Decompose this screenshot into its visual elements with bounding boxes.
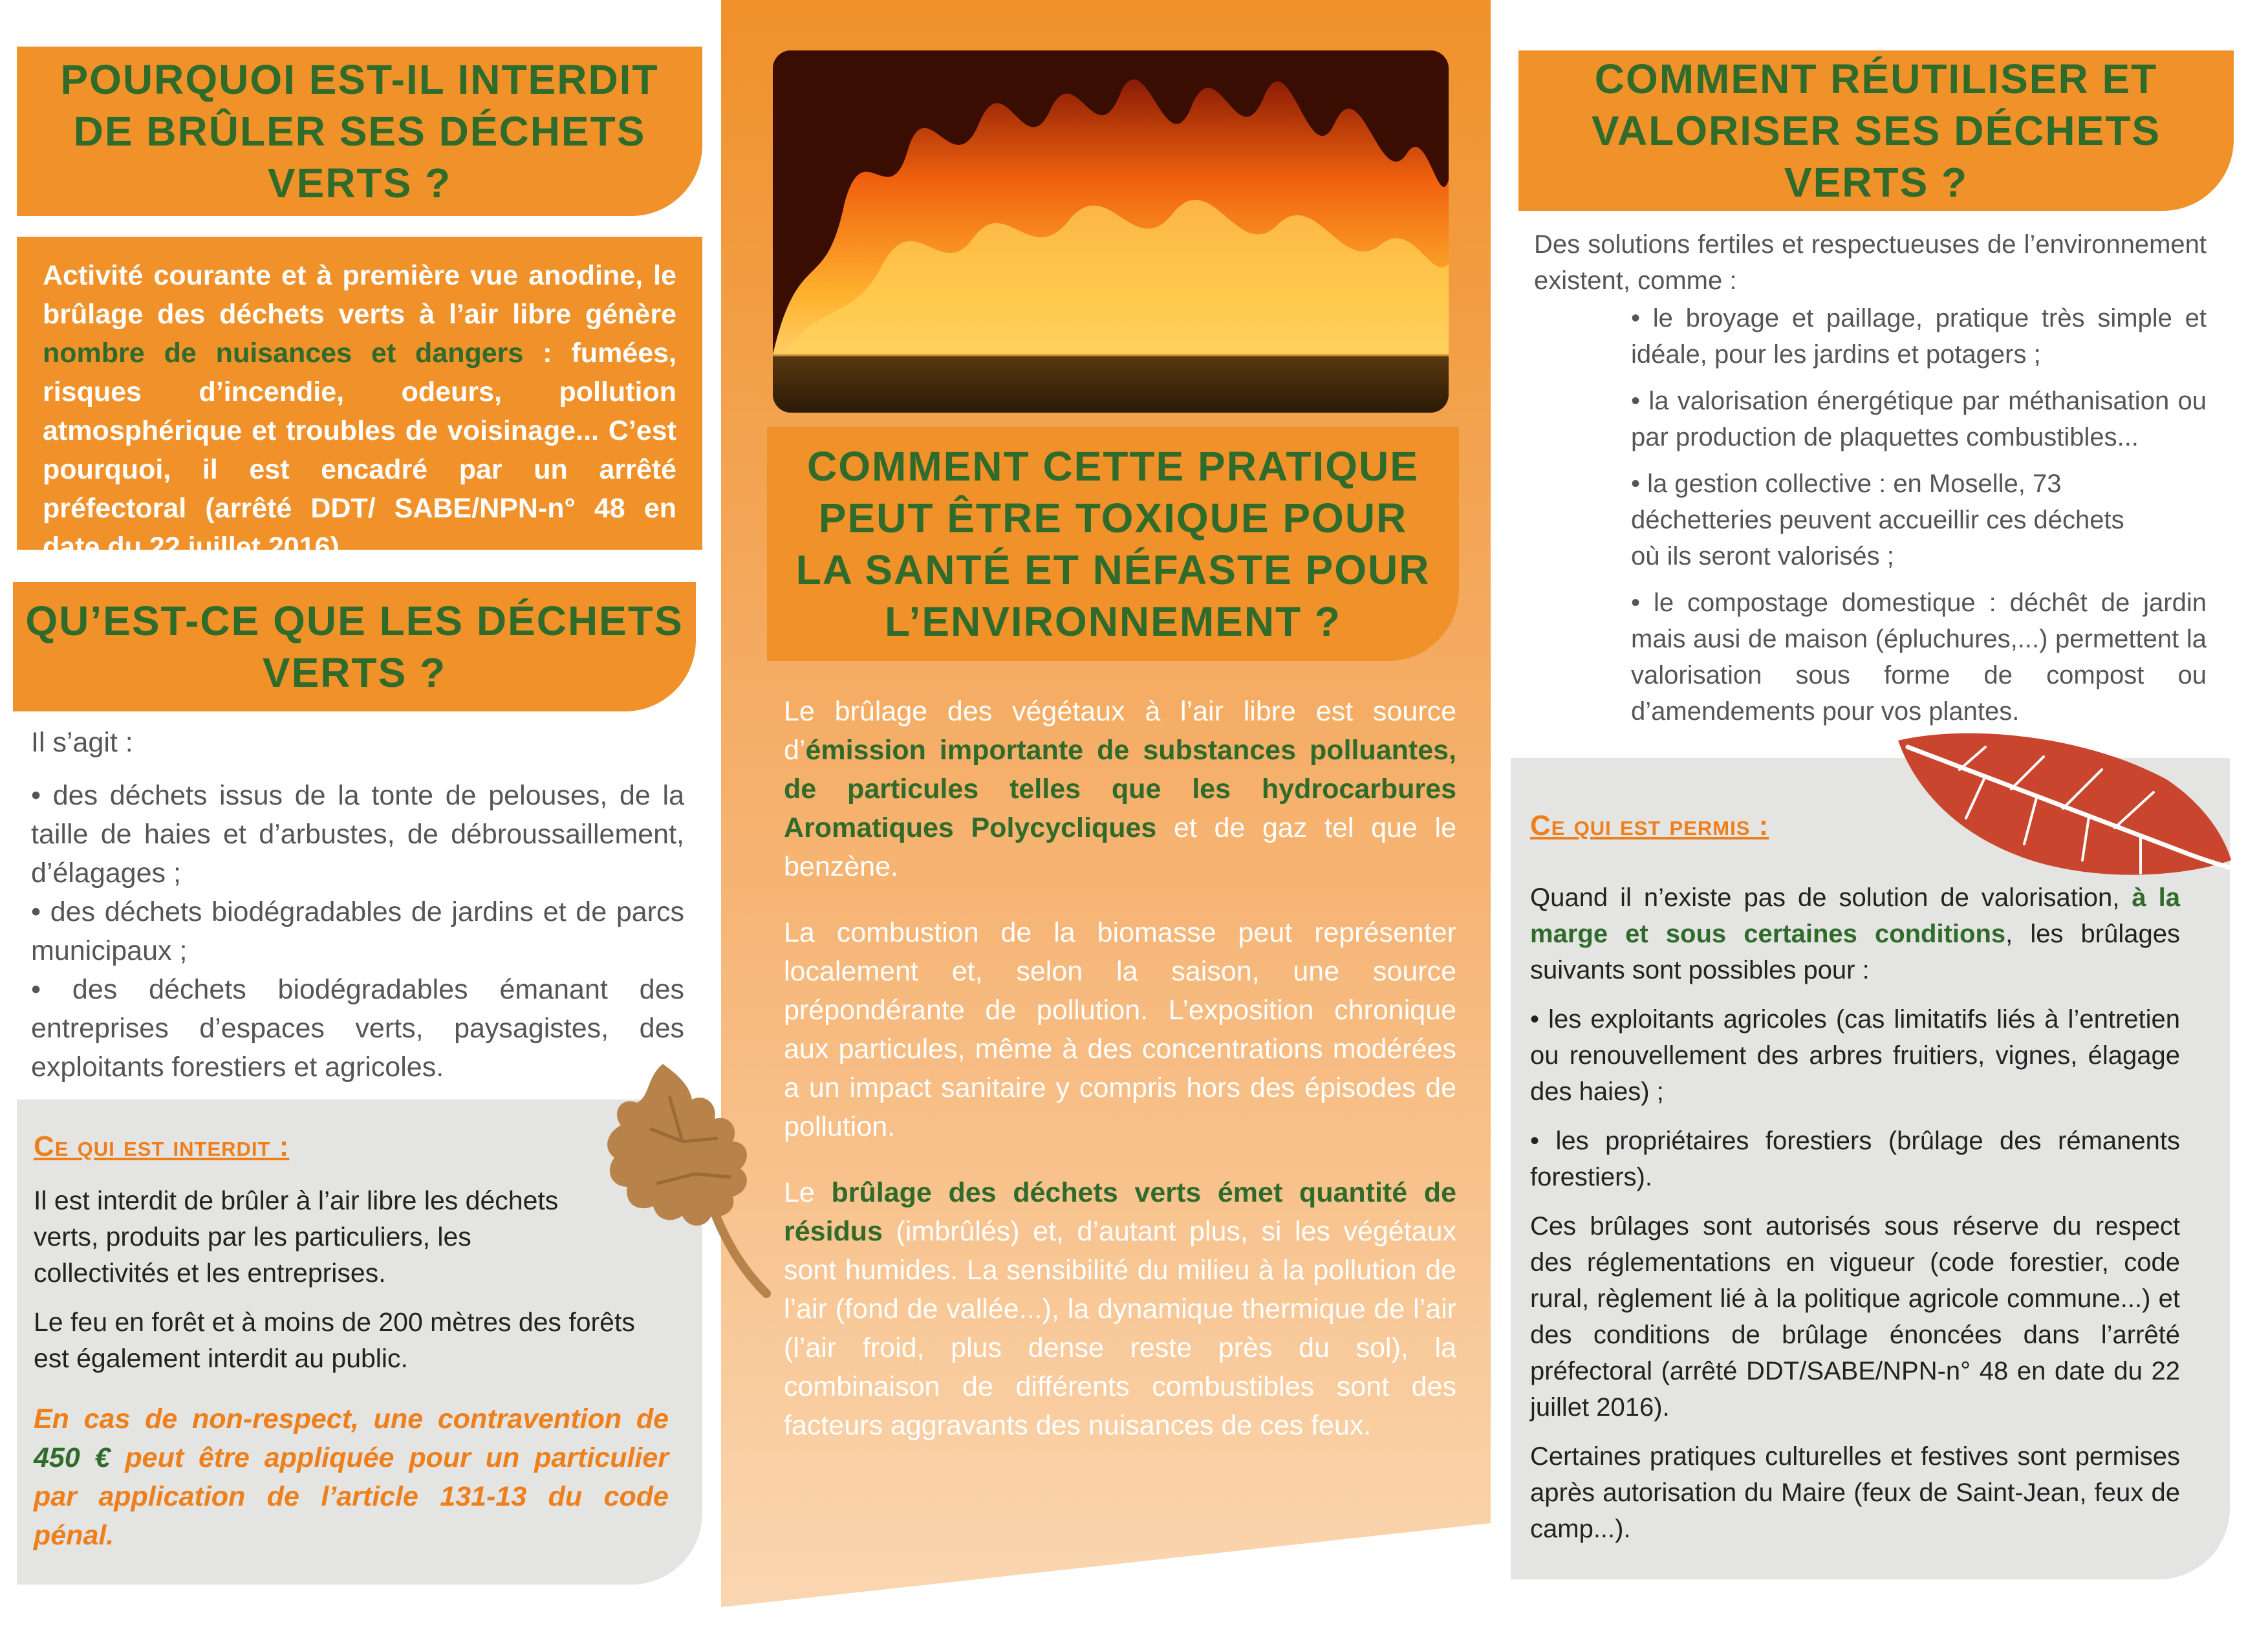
permitted-p2: Ces brûlages sont autorisés sous réserve du respect des réglementations en vigueur (code forestier, code rural, règlement lié à la politique agricole commune...) et des conditions de brûlage énoncées dans l’arrêté préfectoral (arrêté DDT/SABE/NPN-n° 48 en date du 22 juillet 2016).: [1530, 1212, 2180, 1422]
permitted-bullet: • les propriétaires forestiers (brûlage des rémanents forestiers).: [1530, 1127, 2180, 1191]
heading-why-forbidden: POURQUOI EST-IL INTERDIT DE BRÛLER SES DÉCHETS VERTS ?: [17, 47, 702, 216]
list-item: • des déchets biodégradables émanant des entreprises d’espaces verts, paysagistes, des exploitants forestiers et agricoles.: [31, 974, 684, 1083]
penalty-text-a: En cas de non-respect, une contravention de: [34, 1403, 669, 1435]
list-item: • la gestion collective : en Moselle, 73 déchetteries peuvent accueillir ces déchets où ils seront valorisés ;: [1631, 470, 2124, 570]
list-item: • la valorisation énergétique par méthanisation ou par production de plaquettes combustibles...: [1631, 387, 2207, 451]
toxic-p1-a: Le brûlage des végétaux à l’air libre est source d’: [784, 696, 1456, 766]
red-leaf-icon: [1888, 721, 2268, 889]
reuse-intro: Des solutions fertiles et respectueuses de l’environnement existent, comme :: [1534, 230, 2207, 295]
permitted-p1-highlight: à la marge et sous certaines conditions: [1530, 883, 2181, 948]
forbidden-p2: Le feu en forêt et à moins de 200 mètres des forêts est également interdit au public.: [34, 1307, 635, 1373]
reuse-text: [1534, 226, 2207, 730]
permitted-p1-a: Quand il n’existe pas de solution de valorisation,: [1530, 883, 2132, 912]
toxic-p3-c: (imbrûlés) et, d’autant plus, si les végétaux sont humides. La sensibilité du milieu à la pollution de l’air (fond de vallée...), la dynamique thermique de l’air (l’air froid, plus dense reste près du sol), la combinaison de différents combustibles sont des facteurs aggravants des nuisances de ces feux.: [784, 1216, 1456, 1441]
heading-toxic: COMMENT CETTE PRATIQUE PEUT ÊTRE TOXIQUE POUR LA SANTÉ ET NÉFASTE POUR L’ENVIRONNEMENT ?: [767, 427, 1459, 661]
permitted-p1-c: , les brûlages suivants sont possibles pour :: [1530, 920, 2180, 984]
fire-photo: [773, 50, 1449, 413]
list-lead: Il s’agit :: [31, 727, 133, 758]
toxic-p3-a: Le: [784, 1177, 832, 1208]
toxic-p3-highlight: brûlage des déchets verts émet quantité de résidus: [784, 1177, 1456, 1247]
intro-text-c: : fumées, risques d’incendie, odeurs, pollution atmosphérique et troubles de voisinage... C’est pourquoi, il est encadré par un arrêté préfectoral (arrêté DDT/ SABE/NPN-n° 48 en date du 22 juillet 2016).: [43, 338, 676, 563]
toxic-text: [784, 692, 1456, 1445]
list-item: • des déchets issus de la tonte de pelouses, de la taille de haies et d’arbustes, de débroussaillement, d’élagages ;: [31, 780, 684, 889]
toxic-p1-highlight: émission importante de substances polluantes, de particules telles que les hydrocarbures Aromatiques Polycycliques: [784, 735, 1456, 843]
oak-leaf-icon: [585, 1051, 773, 1300]
intro-text-a: Activité courante et à première vue anodine, le brûlage des déchets verts à l’air libre génère: [43, 260, 676, 330]
penalty-text-c: peut être appliquée pour un particulier par application de l’article 131-13 du code pénal.: [34, 1442, 669, 1551]
list-item: • le broyage et paillage, pratique très simple et idéale, pour les jardins et potagers ;: [1631, 304, 2207, 369]
permitted-title: Ce qui est permis :: [1530, 810, 1769, 841]
permitted-bullet: • les exploitants agricoles (cas limitatifs liés à l’entretien ou renouvellement des arbres fruitiers, vignes, élagage des haies) ;: [1530, 1005, 2180, 1106]
forbidden-p1: Il est interdit de brûler à l’air libre les déchets verts, produits par les particuliers, les collectivités et les entreprises.: [34, 1186, 559, 1288]
forbidden-title: Ce qui est interdit :: [34, 1131, 290, 1162]
list-item: • le compostage domestique : déchêt de jardin mais ausi de maison (épluchures,...) permettent la valorisation sous forme de compost ou d’amendements pour vos plantes.: [1631, 589, 2207, 726]
toxic-p2: La combustion de la biomasse peut représenter localement et, selon la saison, une source prépondérante de pollution. L’exposition chronique aux particules, même à des concentrations modérées a un impact sanitaire y compris hors des épisodes de pollution.: [784, 917, 1456, 1142]
permitted-p3: Certaines pratiques culturelles et festives sont permises après autorisation du Maire (feux de Saint-Jean, feux de camp...).: [1530, 1442, 2180, 1543]
toxic-p1-c: et de gaz tel que le benzène.: [784, 812, 1456, 882]
green-waste-list: [31, 723, 684, 1087]
heading-what-are-green-waste: QU’EST-CE QUE LES DÉCHETS VERTS ?: [13, 582, 696, 711]
penalty-amount: 450 €: [34, 1442, 111, 1473]
list-item: • des déchets biodégradables de jardins et de parcs municipaux ;: [31, 896, 684, 966]
intro-text-highlight: nombre de nuisances et dangers: [43, 338, 524, 369]
intro-box: [17, 237, 702, 563]
heading-reuse: COMMENT RÉUTILISER ET VALORISER SES DÉCHETS VERTS ?: [1518, 50, 2234, 211]
